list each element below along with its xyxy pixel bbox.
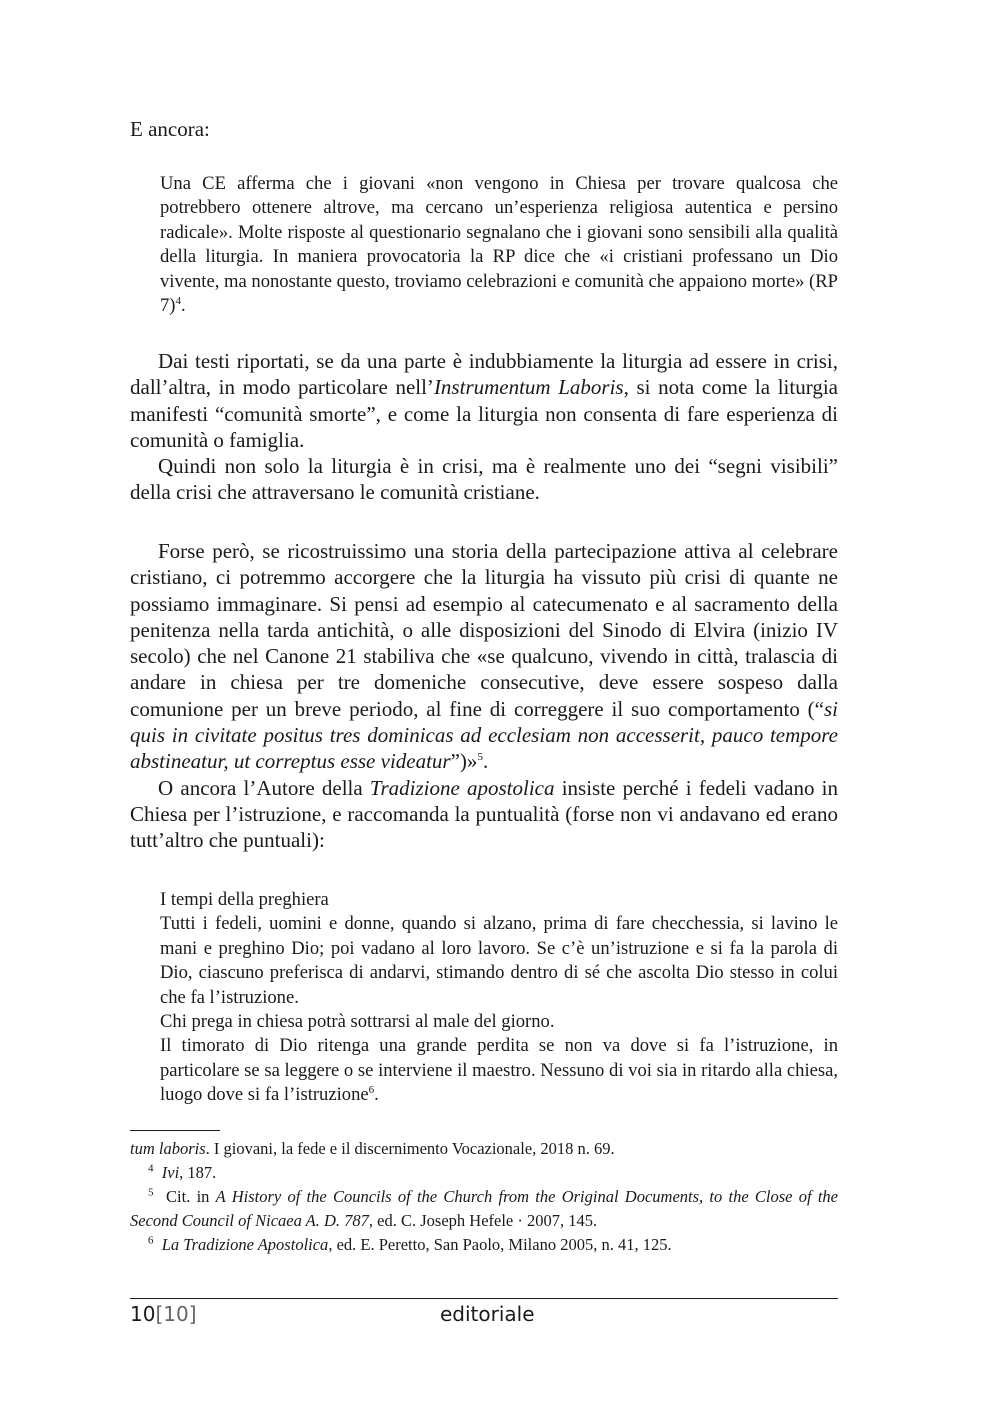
paragraph: Quindi non solo la liturgia è in crisi, ma è realmente uno dei “segni visibili” della crisi che attraversano le comunità cristiane. bbox=[130, 454, 838, 505]
block-quote-1 bbox=[160, 172, 838, 318]
intro-line: E ancora: bbox=[130, 117, 210, 141]
footnote-5: $^5$ Cit. in A History of the Councils of the Church from the Original Documents, to the Close of the Second Council of Nicaea A. D. 787, ed. C. Joseph Hefele · 2007, 145. bbox=[130, 1186, 838, 1230]
main-text bbox=[130, 116, 838, 142]
quote-paragraph: Il timorato di Dio ritenga una grande perdita se non va dove si fa l’istruzione, in particolare se sa leggere o se interviene il maestro. Nessuno di voi sia in ritardo alla chiesa, luogo dove si fa l’istruzione$^6$. bbox=[160, 1035, 838, 1106]
footnote-4: $^4$ Ivi, 187. bbox=[148, 1162, 217, 1182]
footnote-ref-5[interactable]: 5 bbox=[477, 751, 483, 764]
paragraph: O ancora l’Autore della Tradizione apostolica insiste perché i fedeli vadano in Chiesa per l’istruzione, e raccomanda la puntualità (forse non vi andavano ed erano tutt’altro che puntuali): bbox=[130, 775, 838, 853]
running-footer-title: editoriale bbox=[440, 1302, 535, 1326]
italic-title: Tradizione apostolica bbox=[369, 775, 555, 800]
italic-title: Instrumentum Laboris bbox=[433, 375, 624, 400]
block-quote-2 bbox=[160, 888, 838, 1108]
footnote-divider bbox=[130, 1130, 220, 1131]
paragraph: Dai testi riportati, se da una parte è indubbiamente la liturgia ad essere in crisi, dall’altra, in modo particolare nell’Instrumentum Laboris, si nota come la liturgia manifesti “comunità smorte”, e come la liturgia non consenta di fare esperienza di comunità o famiglia. bbox=[130, 349, 838, 452]
footnote-6: $^6$ La Tradizione Apostolica, ed. E. Peretto, San Paolo, Milano 2005, n. 41, 125. bbox=[148, 1234, 672, 1254]
quote-paragraph: Una CE afferma che i giovani «non vengono in Chiesa per trovare qualcosa che potrebbero ottenere altrove, ma cercano un’esperienza religiosa autentica e persino radicale». Molte risposte al questionario segnalano che i giovani sono sensibili alla qualità della liturgia. In maniera provocatoria la RP dice che «i cristiani professano un Dio vivente, ma nonostante questo, troviamo celebrazioni e comunità che appaiono morte» (RP 7)$^4$. bbox=[160, 173, 838, 317]
page-number: 10[10] bbox=[130, 1302, 197, 1326]
footnote-ref-6[interactable]: 6 bbox=[368, 1084, 375, 1097]
quote-heading: I tempi della preghiera bbox=[160, 889, 329, 910]
latin-quote: si quis in civitate positus tres dominicas ad ecclesiam non accesserit, pauco tempore abstineatur, ut correptus esse videatur bbox=[130, 696, 838, 774]
footer-divider bbox=[130, 1298, 838, 1299]
quote-paragraph: Tutti i fedeli, uomini e donne, quando si alzano, prima di fare checchessia, si lavino le mani e preghino Dio; poi vadano al loro lavoro. Se c’è un’istruzione e si fa la parola di Dio, ciascuno preferisca di andarvi, stimando dentro di sé che ascolta Dio stesso in colui che fa l’istruzione. bbox=[160, 913, 838, 1008]
paragraph-block-1 bbox=[130, 348, 838, 506]
paragraph: Forse però, se ricostruissimo una storia della partecipazione attiva al celebrare cristiano, ci potremmo accorgere che la liturgia ha vissuto più crisi di quante ne possiamo immaginare. Si pensi ad esempio al catecumenato e al sacramento della penitenza nella tarda antichità, o alle disposizioni del Sinodo di Elvira (inizio IV secolo) che nel Canone 21 stabiliva che «se qualcuno, vivendo in città, tralascia di andare in chiesa per tre domeniche consecutive, deve essere sospeso dalla comunione per un breve periodo, al fine di correggere il suo comportamento (“si quis in civitate positus tres dominicas ad ecclesiam non accesserit, pauco tempore abstineatur, ut correptus esse videatur”)»$^5$. bbox=[130, 539, 838, 774]
footnotes bbox=[130, 1137, 838, 1257]
quote-paragraph: Chi prega in chiesa potrà sottrarsi al male del giorno. bbox=[160, 1011, 555, 1033]
footnote-continuation: tum laboris. I giovani, la fede e il discernimento Vocazionale, 2018 n. 69. bbox=[130, 1139, 615, 1158]
quote-text: Una CE afferma che i giovani «non vengono in Chiesa per trovare qualcosa che potrebbero ottenere altrove, ma cercano un’esperienza religiosa autentica e persino radicale». Molte risposte al questionario segnalano che i giovani sono sensibili alla qualità della liturgia. In maniera provocatoria la RP dice che «i cristiani professano un Dio vivente, ma nonostante questo, troviamo celebrazioni e comunità che appaiono morte» (RP 7) bbox=[160, 173, 838, 317]
footnote-ref-4[interactable]: 4 bbox=[175, 294, 181, 307]
paragraph-block-2 bbox=[130, 538, 838, 854]
